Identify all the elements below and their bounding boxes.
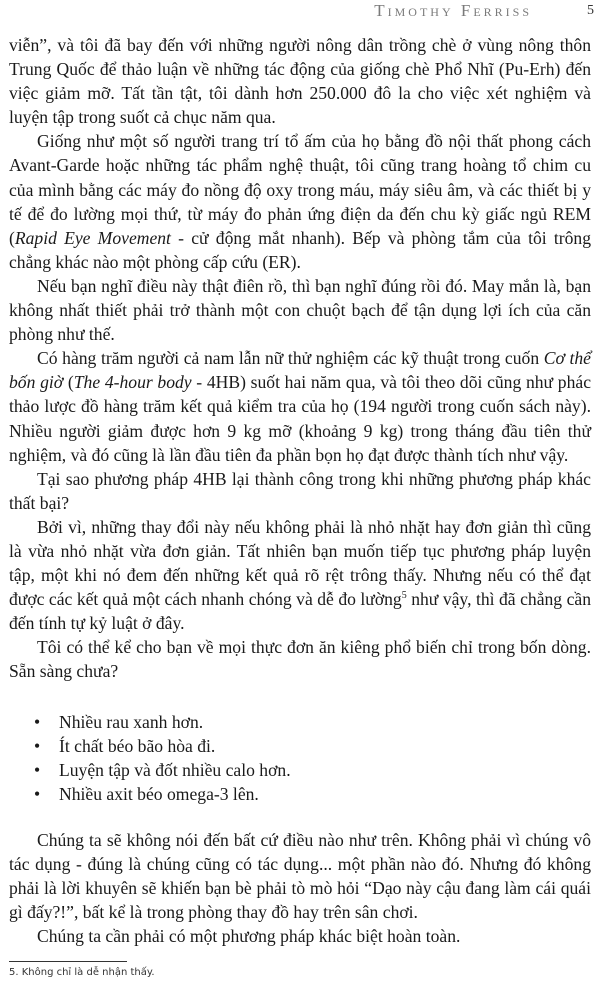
running-header-author: Timothy Ferriss bbox=[374, 1, 532, 20]
diet-bullet-list bbox=[9, 710, 591, 806]
italic-term: Rapid Eye Movement bbox=[14, 227, 171, 248]
page-number: 5 bbox=[587, 3, 594, 18]
text-run: Giống như một số người trang trí tổ ấm của họ bằng đồ nội thất phong cách Avant-Garde hoặc những tác phẩm nghệ thuật, tôi cũng trang hoàng tổ chim cu của mình bằng các máy đo nồng độ oxy trong máu, máy siêu âm, và các thiết bị y tế để đo lường mọi thứ, từ máy đo phản ứng điện da đến chu kỳ giấc ngủ REM ( bbox=[9, 131, 591, 248]
list-item: • Luyện tập và đốt nhiều calo hơn. bbox=[9, 758, 591, 782]
text-run: Bởi vì, những thay đổi này nếu không phải là nhỏ nhặt hay đơn giản thì cũng là vừa nhỏ nhặt vừa đơn giản. Tất nhiên bạn muốn tiếp tục phương pháp luyện tập, một khi nó đem đến những kết quả rõ rệt trông thấy. Nhưng nếu có thể đạt được các kết quả một cách nhanh chóng và dễ đo lường bbox=[9, 516, 591, 610]
text-run: như vậy, thì đã chẳng cần đến tính tự kỷ luật ở đây. bbox=[9, 589, 591, 634]
list-item: • Nhiều axit béo omega-3 lên. bbox=[9, 782, 591, 806]
text-run: Có hàng trăm người cả nam lẫn nữ thử nghiệm các kỹ thuật trong cuốn bbox=[37, 348, 544, 369]
list-item: • Nhiều rau xanh hơn. bbox=[9, 710, 591, 734]
footnote: 5. Không chỉ là dễ nhận thấy. bbox=[9, 967, 155, 978]
page-header bbox=[0, 0, 600, 24]
page-body bbox=[9, 33, 591, 948]
paragraph bbox=[9, 515, 591, 635]
paragraph: Chúng ta sẽ không nói đến bất cứ điều nào như trên. Không phải vì chúng vô tác dụng - đúng là chúng cũng có tác dụng... một phần nào đó. Nhưng đó không phải là lời khuyên sẽ khiến bạn bè phải tò mò hỏi “Dạo này cậu đang làm cái quái gì đấy?!”, bất kể là trong phòng thay đồ hay trên sân chơi. bbox=[9, 829, 591, 923]
italic-book-title-english: The 4-hour body bbox=[73, 372, 192, 393]
text-run: ( bbox=[63, 372, 74, 393]
paragraph: Tôi có thể kể cho bạn về mọi thực đơn ăn kiêng phổ biến chỉ trong bốn dòng. Sẵn sàng chưa? bbox=[9, 637, 591, 682]
paragraph: Chúng ta cần phải có một phương pháp khác biệt hoàn toàn. bbox=[37, 926, 461, 947]
paragraph: Nếu bạn nghĩ điều này thật điên rồ, thì bạn nghĩ đúng rồi đó. May mắn là, bạn không nhất thiết phải trở thành một con chuột bạch để tận dụng lợi ích của căn phòng như thế. bbox=[9, 275, 591, 345]
paragraph bbox=[9, 346, 591, 466]
list-item: • Ít chất béo bão hòa đi. bbox=[9, 734, 591, 758]
italic-book-title: Cơ thể bốn giờ bbox=[9, 348, 591, 393]
text-run: - cử động mắt nhanh). Bếp và phòng tắm của tôi trông chẳng khác nào một phòng cấp cứu (ER). bbox=[9, 227, 591, 272]
paragraph: Tại sao phương pháp 4HB lại thành công trong khi những phương pháp khác thất bại? bbox=[9, 468, 591, 513]
footnote-reference: 5 bbox=[401, 590, 407, 602]
text-run: - 4HB) suốt hai năm qua, và tôi theo dõi cũng như phác thảo lược đồ hàng trăm kết quả kiểm tra của họ (194 người trong cuốn sách này). Nhiều người giảm được hơn 9 kg mỡ (khoảng 9 kg) trong tháng đầu tiên thử nghiệm, và đó cũng là lần đầu tiên đa phần bọn họ đạt được thành tích như vậy. bbox=[9, 372, 591, 465]
paragraph: viễn”, và tôi đã bay đến với những người nông dân trồng chè ở vùng nông thôn Trung Quốc để thảo luận về những tác động của giống chè Phổ Nhĩ (Pu-Erh) đến việc giảm mỡ. Tất tần tật, tôi dành hơn 250.000 đô la cho việc xét nghiệm và luyện tập trong suốt cả chục năm qua. bbox=[9, 35, 591, 128]
footnote-divider bbox=[9, 961, 127, 962]
paragraph bbox=[9, 129, 591, 274]
